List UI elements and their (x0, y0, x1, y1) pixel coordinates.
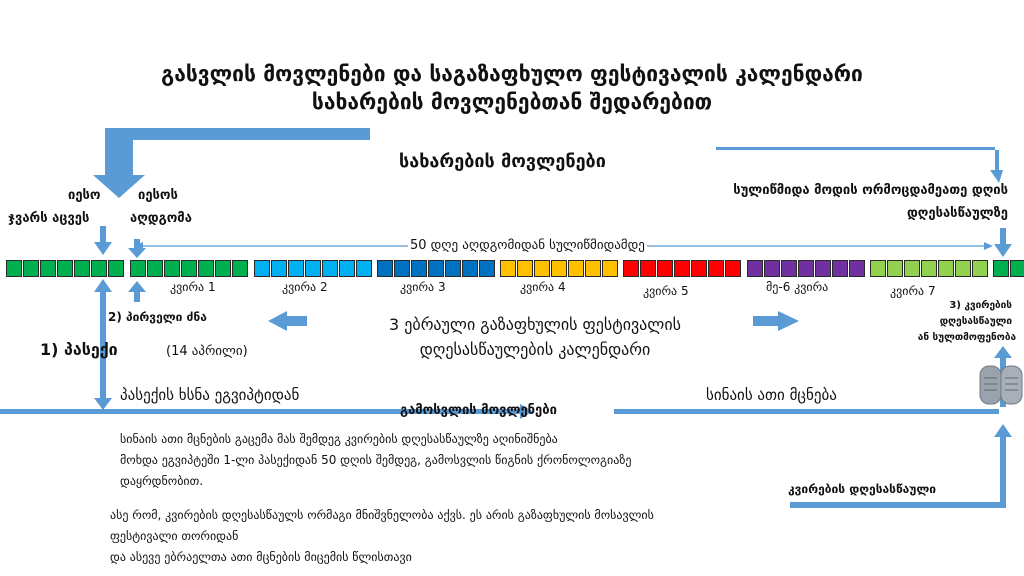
fifty-days-arrowhead-right (984, 242, 993, 250)
passover-label: 1) პასექი (40, 340, 118, 359)
week4-cell (517, 260, 533, 277)
fifty-days-label: 50 დღე აღდგომიდან სულიწმიდამდე (410, 238, 645, 253)
week4-cell (602, 260, 618, 277)
week2-cell (288, 260, 304, 277)
week6-cell (832, 260, 848, 277)
first-sheaf-label: 2) პირველი ძნა (108, 310, 207, 324)
week2-cell (339, 260, 355, 277)
calendar-right-arrow (753, 311, 799, 331)
jesus-cross-line1: იესო (68, 188, 101, 203)
week1-cell (130, 260, 146, 277)
week7-cell (887, 260, 903, 277)
week6-cell (747, 260, 763, 277)
week3-cell (428, 260, 444, 277)
pentecost-cell (1010, 260, 1024, 277)
feast-of-weeks-label: კვირების დღესასწაული (788, 482, 937, 496)
week3-cell (445, 260, 461, 277)
week7-cell (955, 260, 971, 277)
exodus-events-label: გამოსვლის მოვლენები (400, 403, 557, 418)
week2-cell (356, 260, 372, 277)
week4-cell (551, 260, 567, 277)
week3-cell (479, 260, 495, 277)
gospel-left-arrow (93, 128, 370, 198)
week-label-2: კვირა 2 (282, 280, 328, 294)
week-label-3: კვირა 3 (400, 280, 446, 294)
passover-cell (57, 260, 73, 277)
week5-cell (725, 260, 741, 277)
first-sheaf-up-arrow (128, 281, 146, 302)
jesus-cross-line2: ჯვარს აცვეს (8, 211, 90, 226)
week1-cell (147, 260, 163, 277)
pentecost-feast-line2: დღესასწაული (939, 316, 1012, 327)
holy-spirit-line2: დღესასწაულზე (906, 206, 1008, 221)
week4-cell (534, 260, 550, 277)
passover-rescue-label: პასექის ხსნა ეგვიპტიდან (120, 386, 300, 404)
gospel-events-label: სახარების მოვლენები (399, 151, 606, 172)
title-line2: სახარების მოვლენებთან შედარებით (311, 90, 713, 114)
paragraph2-line1: ასე რომ, კვირების დღესასწაულს ორმაგი მნიშვნელობა აქვს. ეს არის გაზაფხულის მოსავლის (110, 508, 654, 522)
week-label-1: კვირა 1 (170, 280, 216, 294)
hebrew-calendar-line2: დღესასწაულების კალენდარი (419, 340, 651, 359)
week2-cell (305, 260, 321, 277)
paragraph1-line3: დაყრდნობით. (120, 474, 204, 488)
sinai-commandments-label: სინაის ათი მცნება (706, 386, 837, 404)
week-label-5: კვირა 5 (643, 284, 689, 298)
week7-cell (870, 260, 886, 277)
week5-cell (623, 260, 639, 277)
week1-cell (232, 260, 248, 277)
pentecost-cell (993, 260, 1009, 277)
week1-cell (215, 260, 231, 277)
jesus-resurrection-line1: იესოს (138, 188, 178, 203)
week6-cell (781, 260, 797, 277)
pentecost-down-arrow (994, 228, 1012, 257)
week3-cell (394, 260, 410, 277)
paragraph2-line3: და ასევე ებრაელთა ათი მცნების მიცემის წლისთავი (110, 550, 412, 564)
april14-label: (14 აპრილი) (166, 344, 248, 359)
passover-cell (91, 260, 107, 277)
week2-cell (254, 260, 270, 277)
pentecost-feast-line3: ან სულთმოფენობა (917, 332, 1016, 343)
week4-cell (500, 260, 516, 277)
passover-cell (6, 260, 22, 277)
week4-cell (568, 260, 584, 277)
week6-cell (798, 260, 814, 277)
week5-cell (691, 260, 707, 277)
week4-cell (585, 260, 601, 277)
passover-cell (74, 260, 90, 277)
paragraph1-line1: სინაის ათი მცნების გაცემა მას შემდეგ კვირების დღესასწაულზე აღინიშნება (120, 432, 558, 446)
week6-cell (764, 260, 780, 277)
week7-cell (904, 260, 920, 277)
week-label-4: კვირა 4 (520, 280, 566, 294)
gospel-right-arrow (716, 147, 1003, 183)
week3-cell (462, 260, 478, 277)
week7-cell (921, 260, 937, 277)
pentecost-feast-line1: 3) კვირების (949, 300, 1012, 311)
paragraph1-line2: მოხდა ეგვიპტეში 1-ლი პასექიდან 50 დღის შემდეგ, გამოსვლის წიგნის ქრონოლოგიაზე (120, 453, 632, 467)
week1-cell (181, 260, 197, 277)
calendar-left-arrow (268, 311, 307, 331)
paragraph2-line2: ფესტივალი თორიდან (110, 529, 239, 543)
passover-up-arrow (94, 279, 112, 398)
week7-cell (972, 260, 988, 277)
week2-cell (322, 260, 338, 277)
week2-cell (271, 260, 287, 277)
title-line1: გასვლის მოვლენები და საგაზაფხულო ფესტივალის კალენდარი (161, 62, 863, 86)
week-label-6: მე-6 კვირა (766, 280, 829, 294)
week5-cell (708, 260, 724, 277)
resurrection-down-arrow (128, 239, 146, 258)
week5-cell (674, 260, 690, 277)
week1-cell (198, 260, 214, 277)
exodus-bar-right (614, 409, 999, 414)
week-label-7: კვირა 7 (890, 284, 936, 298)
holy-spirit-line1: სულიწმიდა მოდის ორმოცდამეათე დღის (733, 183, 1008, 198)
week5-cell (657, 260, 673, 277)
passover-down-arrow (94, 398, 112, 410)
week6-cell (815, 260, 831, 277)
week7-cell (938, 260, 954, 277)
passover-cell (40, 260, 56, 277)
jesus-resurrection-line2: აღდგომა (130, 211, 192, 226)
week1-cell (164, 260, 180, 277)
passover-cell (108, 260, 124, 277)
week5-cell (640, 260, 656, 277)
week3-cell (411, 260, 427, 277)
hebrew-calendar-line1: 3 ებრაული გაზაფხულის ფესტივალის (389, 315, 681, 334)
cross-down-arrow (94, 226, 112, 255)
week3-cell (377, 260, 393, 277)
passover-cell (23, 260, 39, 277)
week6-cell (849, 260, 865, 277)
